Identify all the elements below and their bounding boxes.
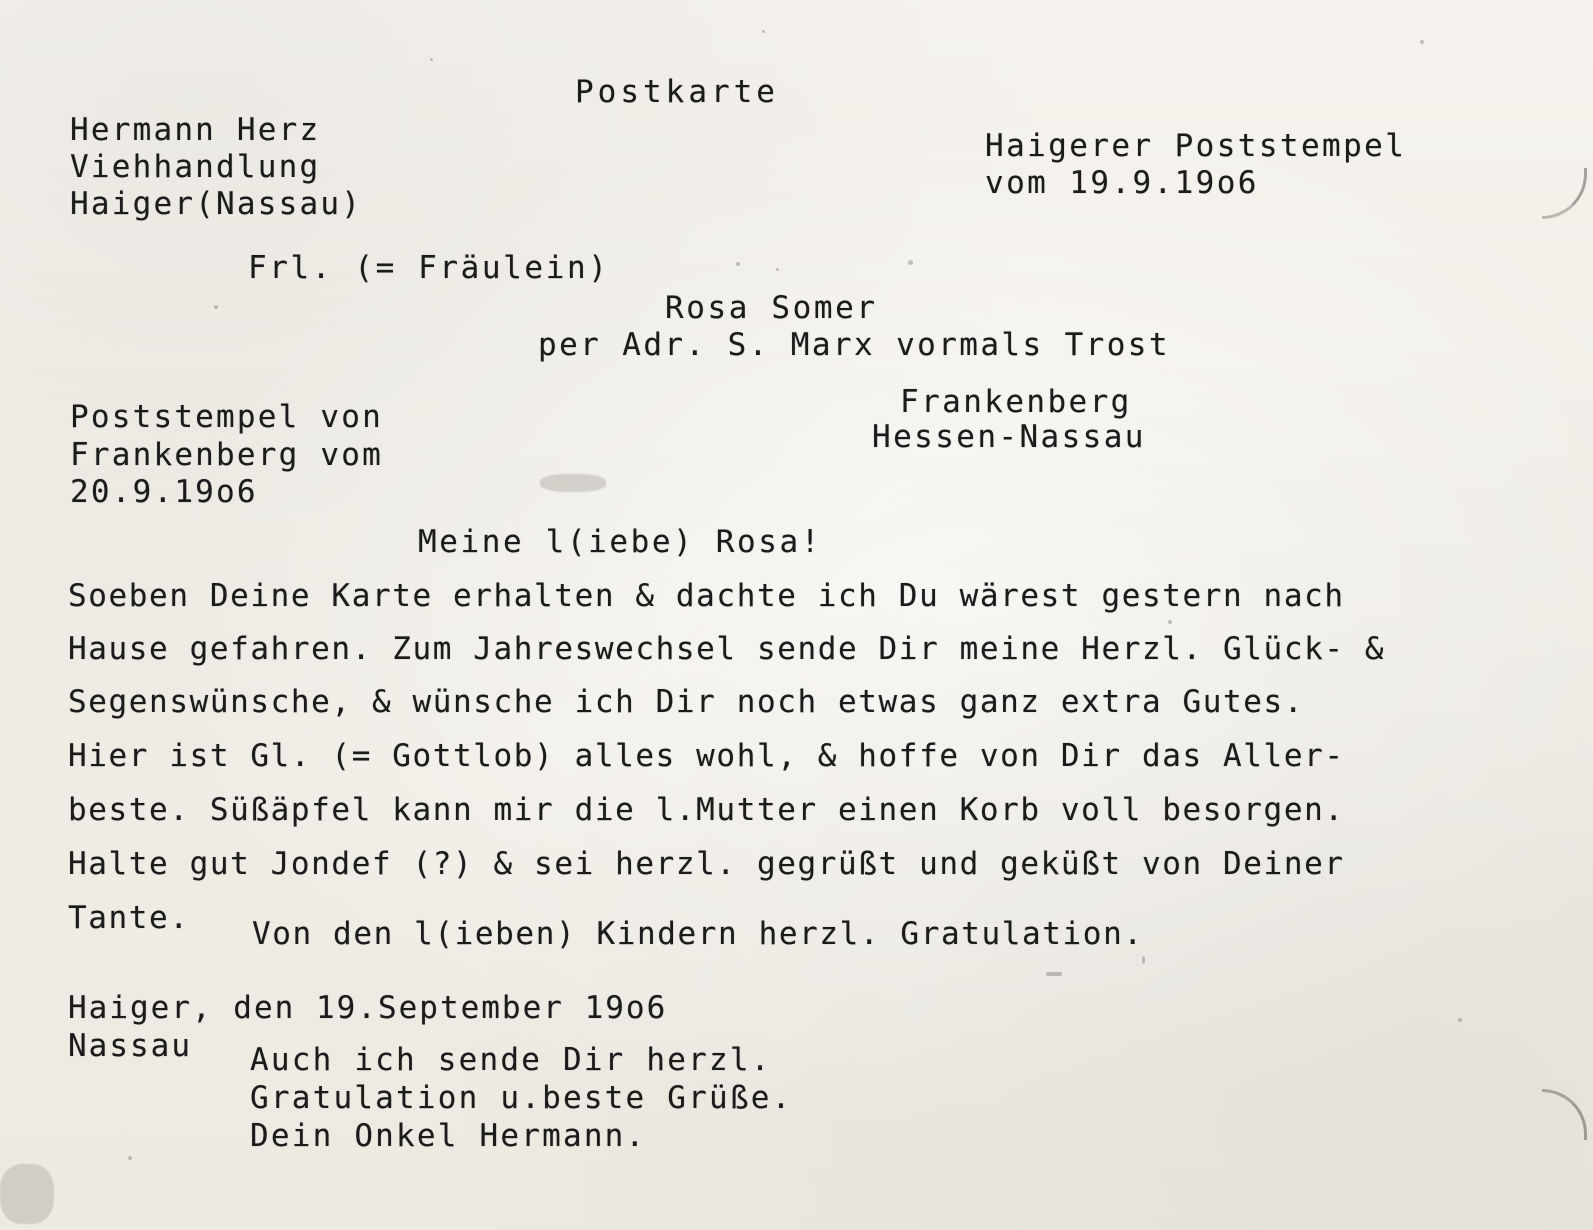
scan-smudge (540, 474, 606, 492)
postmark-receiver-line3: 20.9.19o6 (70, 474, 258, 510)
postscript-line3: Dein Onkel Hermann. (250, 1118, 647, 1154)
postmark-receiver-line2: Frankenberg vom (70, 437, 383, 473)
scan-speckle (214, 305, 218, 309)
scan-speckle (128, 1156, 132, 1160)
letter-line: Von den l(ieben) Kindern herzl. Gratulation. (252, 916, 1144, 952)
scan-speckle (776, 268, 779, 271)
postscript-line1: Auch ich sende Dir herzl. (250, 1042, 772, 1078)
letter-line: beste. Süßäpfel kann mir die l.Mutter einen Korb voll besorgen. (68, 792, 1345, 828)
scan-speckle (736, 262, 740, 266)
postmark-sender-line1: Haigerer Poststempel (985, 128, 1407, 164)
letter-line: Halte gut Jondef (?) & sei herzl. gegrüßt und geküßt von Deiner (68, 846, 1345, 882)
scan-speckle (762, 30, 765, 33)
scan-speckle (1420, 40, 1424, 44)
scan-smudge (0, 1164, 54, 1224)
scan-speckle (1142, 956, 1145, 964)
postmark-receiver-line1: Poststempel von (70, 399, 383, 435)
letter-line: Soeben Deine Karte erhalten & dachte ich Du wärest gestern nach (68, 578, 1345, 614)
letter-line: Hause gefahren. Zum Jahreswechsel sende Dir meine Herzl. Glück- & (68, 631, 1386, 667)
page-title: Postkarte (575, 74, 779, 110)
dateline-line2: Nassau (68, 1028, 192, 1064)
scan-speckle (1458, 1018, 1462, 1022)
addressee-salutation-note: Frl. (= Fräulein) (248, 250, 610, 286)
addressee-name: Rosa Somer (665, 290, 878, 326)
letter-line: Tante. (68, 900, 190, 936)
sender-name: Hermann Herz (70, 112, 321, 148)
scan-speckle (908, 260, 913, 265)
card-corner-mark-bottom-right (1542, 1089, 1587, 1140)
sender-business: Viehhandlung (70, 149, 321, 185)
scan-speckle (1168, 620, 1172, 624)
letter-salutation: Meine l(iebe) Rosa! (418, 524, 823, 560)
letter-line: Hier ist Gl. (= Gottlob) alles wohl, & hoffe von Dir das Aller- (68, 738, 1345, 774)
addressee-care-of: per Adr. S. Marx vormals Trost (538, 327, 1170, 363)
card-corner-mark-top-right (1542, 168, 1587, 219)
sender-place: Haiger(Nassau) (70, 186, 363, 222)
postmark-sender-line2: vom 19.9.19o6 (985, 165, 1259, 201)
addressee-region: Hessen-Nassau (872, 419, 1146, 455)
letter-line: Segenswünsche, & wünsche ich Dir noch etwas ganz extra Gutes. (68, 684, 1305, 720)
postscript-line2: Gratulation u.beste Grüße. (250, 1080, 793, 1116)
dateline-line1: Haiger, den 19.September 19o6 (68, 990, 668, 1026)
scan-speckle (1046, 972, 1062, 976)
addressee-city: Frankenberg (900, 384, 1132, 420)
scan-speckle (430, 58, 433, 61)
